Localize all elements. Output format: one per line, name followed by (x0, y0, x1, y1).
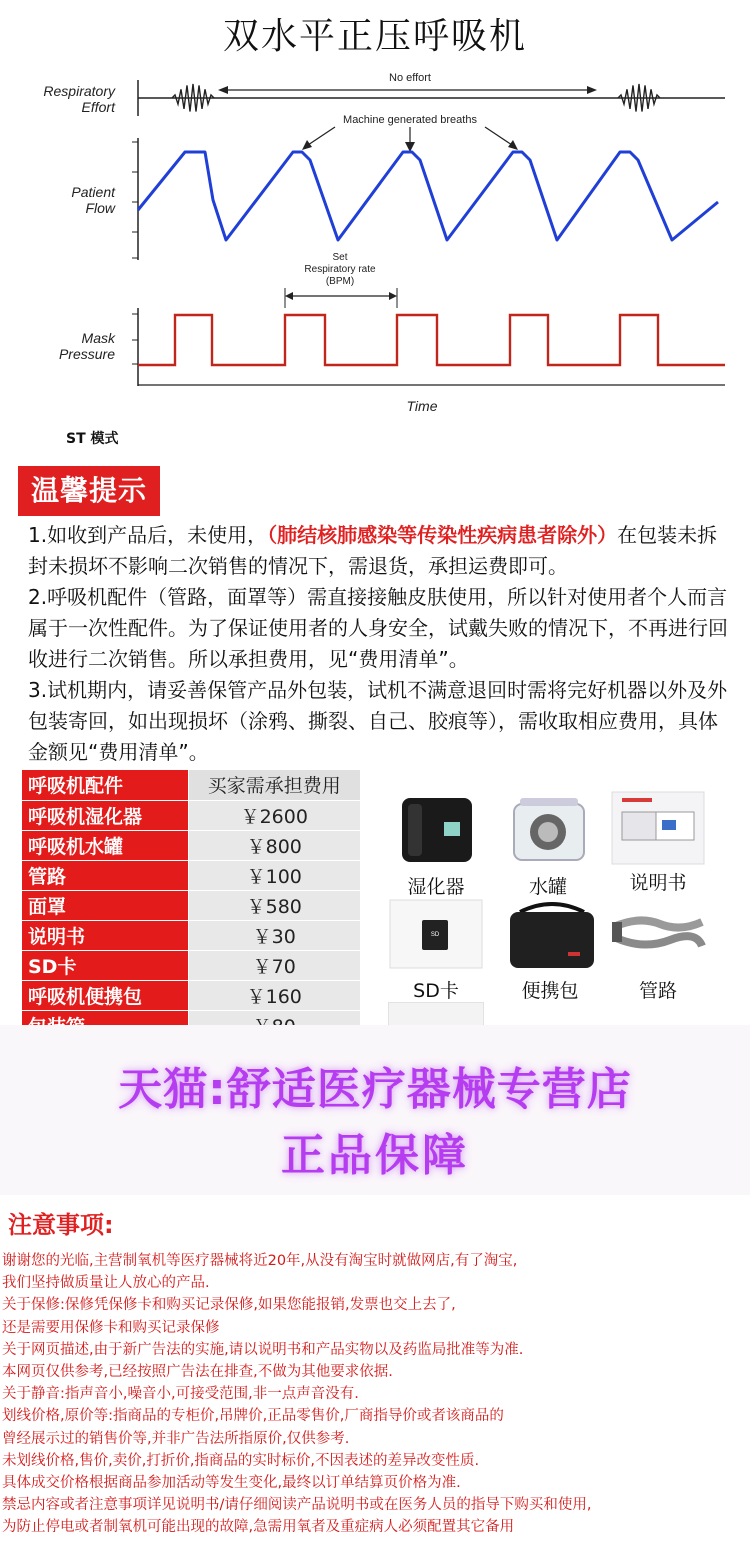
table-row: SD卡 ￥70 (22, 950, 360, 980)
tip-item-3: 3.试机期内，请妥善保管产品外包装，试机不满意退回时需将完好机器以外及外包装寄回，如出现损坏（涂鸦、撕裂、自己、胶痕等），需收取相应费用，具体金额见“费用清单”。 (28, 678, 728, 764)
svg-text:(BPM): (BPM) (325, 276, 355, 287)
fee-table (22, 770, 360, 1041)
no-effort-label: No effort (389, 72, 431, 84)
store-banner (0, 1025, 750, 1195)
note-line: 还是需要用保修卡和购买记录保修 (2, 1319, 220, 1336)
table-row: 呼吸机便携包 ￥160 (22, 980, 360, 1010)
table-row: 说明书 ￥30 (22, 920, 360, 950)
tips-header: 温馨提示 (18, 466, 160, 516)
store-name: 天猫:舒适医疗器械专营店 (118, 1064, 632, 1115)
carry-bag-image (502, 898, 598, 970)
note-line: 谢谢您的光临,主营制氧机等医疗器械将近20年,从没有淘宝时就做网店,有了淘宝, (2, 1253, 518, 1269)
product-box-image (388, 1002, 484, 1026)
tip-item-1: 1.如收到产品后，未使用，（肺结核肺感染等传染性疾病患者除外）在包装未拆封未损坏不影响二次销售的情况下，需退货，承担运费即可。 (28, 523, 718, 578)
manual-image (610, 790, 706, 862)
tubing-image (610, 898, 706, 970)
notes-list (2, 1250, 748, 1539)
notes-title: 注意事项: (8, 1211, 114, 1239)
note-line: 具体成交价格根据商品参加活动等发生变化,最终以订单结算页价格为准. (2, 1475, 461, 1492)
svg-text:SD: SD (430, 932, 440, 938)
product-sd-card: SD SD卡 (388, 898, 484, 1003)
respiratory-rate-label: Respiratory rate (304, 264, 376, 275)
note-line: 本网页仅供参考,已经按照广告法在排查,不做为其他要求依据. (2, 1364, 393, 1381)
svg-text:Effort: Effort (81, 99, 115, 115)
note-line: 禁忌内容或者注意事项详见说明书/请仔细阅读产品说明书或在医务人员的指导下购买和使用, (2, 1497, 592, 1514)
authentic-guarantee: 正品保障 (281, 1130, 469, 1181)
note-line: 未划线价格,售价,卖价,打折价,指商品的实时标价,不因表述的差异改变性质. (2, 1452, 480, 1469)
st-mode-caption: ST 模式 (66, 431, 119, 447)
svg-text:Flow: Flow (85, 200, 115, 216)
product-carry-bag: 便携包 (500, 898, 600, 1003)
note-line: 划线价格,原价等:指商品的专柜价,吊牌价,正品零售价,厂商指导价或者该商品的 (2, 1408, 504, 1425)
water-tank-image (500, 794, 596, 866)
patient-flow-label: Patient (71, 184, 115, 200)
svg-text:Pressure: Pressure (58, 346, 115, 362)
note-line: 关于网页描述,由于新广告法的实施,请以说明书和产品实物以及药监局批准等为准. (2, 1341, 524, 1358)
table-row: 呼吸机湿化器 ￥2600 (22, 800, 360, 830)
table-row: 面罩 ￥580 (22, 890, 360, 920)
sd-card-image (388, 898, 484, 970)
mask-pressure-label: Mask (81, 330, 115, 346)
product-water-tank: 水罐 (500, 794, 596, 899)
time-axis-label: Time (406, 398, 438, 414)
respiratory-effort-label: Respiratory (43, 83, 115, 99)
humidifier-image (388, 794, 484, 866)
machine-breaths-label: Machine generated breaths (343, 114, 477, 126)
product-manual: 说明书 (610, 790, 706, 895)
page-title: 双水平正压呼吸机 (222, 16, 527, 57)
note-line: 关于静音:指声音小,噪音小,可接受范围,非一点声音没有. (2, 1386, 359, 1403)
svg-text:Set: Set (332, 252, 348, 263)
fee-table-header: 呼吸机配件 买家需承担费用 (22, 770, 360, 800)
note-line: 为防止停电或者制氧机可能出现的故障,急需用氧者及重症病人必须配置其它备用 (2, 1519, 515, 1536)
note-line: 曾经展示过的销售价等,并非广告法所指原价,仅供参考. (2, 1430, 350, 1447)
table-row: 呼吸机水罐 ￥800 (22, 830, 360, 860)
note-line: 我们坚持做质量让人放心的产品. (2, 1275, 210, 1292)
product-humidifier: 湿化器 (388, 794, 484, 899)
note-line: 关于保修:保修凭保修卡和购买记录保修,如果您能报销,发票也交上去了, (2, 1297, 456, 1314)
product-tubing: 管路 (610, 898, 706, 1003)
tip-item-2: 2.呼吸机配件（管路，面罩等）需直接接触皮肤使用，所以针对使用者个人而言属于一次性配件。为了保证使用者的人身安全，试戴失败的情况下，不再进行回收进行二次销售。所以承担费用，见“费用清单”。 (28, 585, 728, 671)
table-row: 管路 ￥100 (22, 860, 360, 890)
